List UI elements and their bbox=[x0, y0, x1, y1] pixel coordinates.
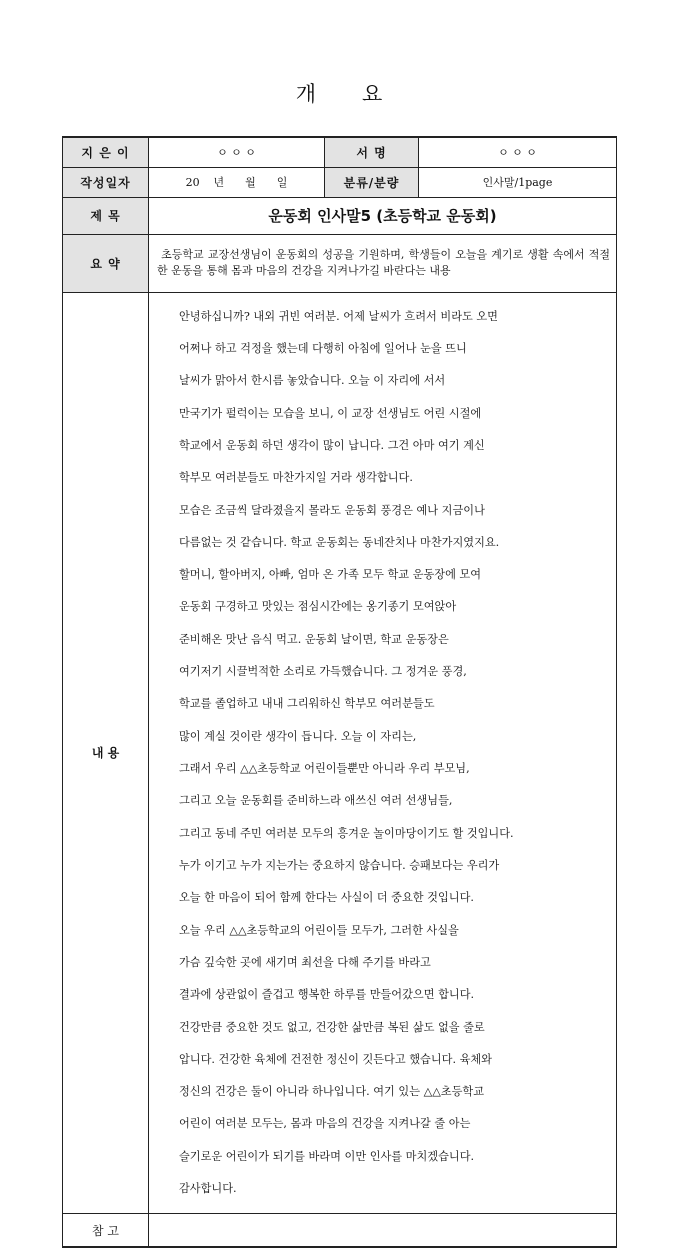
content-line: 준비해온 맛난 음식 먹고. 운동회 날이면, 학교 운동장은 bbox=[179, 632, 449, 646]
content-line: 여기저기 시끌벅적한 소리로 가득했습니다. 그 정겨운 풍경, bbox=[179, 665, 467, 679]
content-line: 그래서 우리 △△초등학교 어린이들뿐만 아니라 우리 부모님, bbox=[179, 762, 470, 776]
content-cell bbox=[149, 292, 617, 1214]
subject-label: 제 목 bbox=[63, 197, 149, 234]
content-line: 다름없는 것 같습니다. 학교 운동회는 동네잔치나 마찬가지였지요. bbox=[179, 535, 500, 549]
document-title-part-1: 개 bbox=[295, 82, 318, 106]
content-body bbox=[149, 293, 616, 1214]
content-line: 많이 계실 것이란 생각이 듭니다. 오늘 이 자리는, bbox=[179, 729, 417, 743]
subject-row bbox=[63, 197, 617, 234]
category-value: 인사말/1page bbox=[419, 167, 617, 197]
content-label: 내 용 bbox=[63, 292, 149, 1214]
content-line: 어쩌나 하고 걱정을 했는데 다행히 아침에 일어나 눈을 뜨니 bbox=[179, 341, 467, 355]
document-title bbox=[0, 78, 680, 108]
signature-value: ㅇ ㅇ ㅇ bbox=[419, 137, 617, 167]
content-line: 그리고 동네 주민 여러분 모두의 흥겨운 놀이마당이기도 할 것입니다. bbox=[179, 826, 514, 840]
document-title-part-2: 요 bbox=[362, 82, 385, 106]
content-line: 그리고 오늘 운동회를 준비하느라 애쓰신 여러 선생님들, bbox=[179, 794, 453, 808]
author-row bbox=[63, 137, 617, 167]
content-line: 학교를 졸업하고 내내 그리워하신 학부모 여러분들도 bbox=[179, 697, 435, 711]
date-value: 20 년 월 일 bbox=[149, 167, 325, 197]
content-line: 누가 이기고 누가 지는가는 중요하지 않습니다. 승패보다는 우리가 bbox=[179, 858, 500, 872]
date-row bbox=[63, 167, 617, 197]
content-line: 학교에서 운동회 하던 생각이 많이 납니다. 그건 아마 여기 계신 bbox=[179, 438, 485, 452]
content-line: 할머니, 할아버지, 아빠, 엄마 온 가족 모두 학교 운동장에 모여 bbox=[179, 568, 482, 582]
content-line: 모습은 조금씩 달라졌을지 몰라도 운동회 풍경은 예나 지금이나 bbox=[179, 503, 485, 517]
content-line: 안녕하십니까? 내외 귀빈 여러분. 어제 날씨가 흐려서 비라도 오면 bbox=[179, 309, 498, 323]
note-row bbox=[63, 1214, 617, 1247]
content-line: 건강만큼 중요한 것도 없고, 건강한 삶만큼 복된 삶도 없을 줄로 bbox=[179, 1020, 485, 1034]
overview-table bbox=[62, 136, 617, 1248]
content-line: 오늘 한 마음이 되어 함께 한다는 사실이 더 중요한 것입니다. bbox=[179, 891, 474, 905]
note-value bbox=[149, 1214, 617, 1247]
author-value: ㅇ ㅇ ㅇ bbox=[149, 137, 325, 167]
summary-value: 초등학교 교장선생님이 운동회의 성공을 기원하며, 학생들이 오늘을 계기로 생활 속에서 적절한 운동을 통해 몸과 마음의 건강을 지켜나가길 바란다는 내용 bbox=[157, 248, 610, 277]
author-label: 지 은 이 bbox=[63, 137, 149, 167]
summary-row bbox=[63, 234, 617, 292]
note-label: 참 고 bbox=[63, 1214, 149, 1247]
content-line: 결과에 상관없이 즐겁고 행복한 하루를 만들어갔으면 합니다. bbox=[179, 988, 475, 1002]
summary-label: 요 약 bbox=[63, 234, 149, 292]
date-label: 작성일자 bbox=[63, 167, 149, 197]
content-line: 감사합니다. bbox=[179, 1182, 237, 1196]
category-label: 분류/분량 bbox=[325, 167, 419, 197]
subject-value: 운동회 인사말5 (초등학교 운동회) bbox=[149, 197, 617, 234]
content-line: 운동회 구경하고 맛있는 점심시간에는 옹기종기 모여앉아 bbox=[179, 600, 457, 614]
content-line: 압니다. 건강한 육체에 건전한 정신이 깃든다고 했습니다. 육체와 bbox=[179, 1052, 492, 1066]
content-line: 정신의 건강은 둘이 아니라 하나입니다. 여기 있는 △△초등학교 bbox=[179, 1085, 485, 1099]
content-line: 가슴 깊숙한 곳에 새기며 최선을 다해 주기를 바라고 bbox=[179, 955, 431, 969]
content-line: 오늘 우리 △△초등학교의 어린이들 모두가, 그러한 사실을 bbox=[179, 923, 459, 937]
content-line: 날씨가 맑아서 한시름 놓았습니다. 오늘 이 자리에 서서 bbox=[179, 374, 446, 388]
content-row bbox=[63, 292, 617, 1214]
signature-label: 서 명 bbox=[325, 137, 419, 167]
summary-cell bbox=[149, 234, 617, 292]
content-line: 슬기로운 어린이가 되기를 바라며 이만 인사를 마치겠습니다. bbox=[179, 1149, 475, 1163]
content-line: 어린이 여러분 모두는, 몸과 마음의 건강을 지켜나갈 줄 아는 bbox=[179, 1117, 471, 1131]
content-line: 만국기가 펄럭이는 모습을 보니, 이 교장 선생님도 어린 시절에 bbox=[179, 406, 482, 420]
content-line: 학부모 여러분들도 마찬가지일 거라 생각합니다. bbox=[179, 471, 413, 485]
